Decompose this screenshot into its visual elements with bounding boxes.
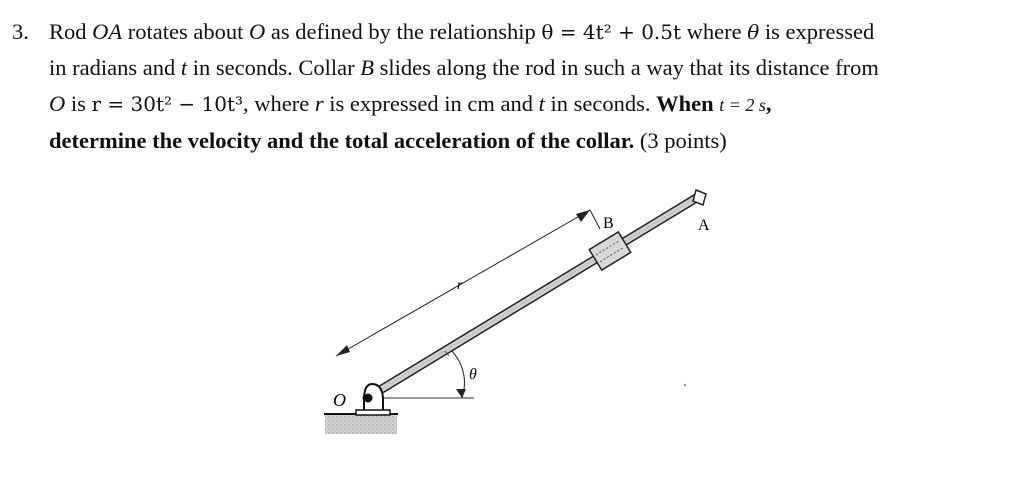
var-o: O [49, 91, 66, 116]
points-note: (3 points) [634, 128, 727, 153]
var-t: t [538, 91, 545, 116]
ground-hatch [325, 414, 397, 434]
label-b: B [603, 215, 614, 232]
text-segment: is expressed in cm and [323, 91, 539, 116]
rod-oa [367, 197, 698, 398]
theta-equation: θ = 4t² + 0.5t [541, 20, 682, 44]
label-a: A [698, 217, 710, 234]
label-r: r [457, 278, 463, 293]
var-b: B [360, 55, 374, 80]
var-r: r [314, 91, 324, 116]
label-o: O [333, 390, 346, 410]
when-label: When [656, 91, 714, 116]
problem-number: 3. [12, 19, 29, 44]
text-segment: Rod [49, 19, 93, 44]
theta-arrow-head [456, 389, 466, 398]
text-segment: where [681, 19, 748, 44]
var-theta: θ [747, 20, 760, 44]
text-segment: in seconds. Collar [187, 55, 361, 80]
text-segment: , where [243, 91, 315, 116]
time-value: t = 2 s [719, 95, 766, 115]
text-segment: as defined by the relationship [265, 19, 542, 44]
task-statement: determine the velocity and the total acceleration of the collar. [49, 128, 635, 153]
stray-mark [684, 384, 686, 386]
var-oa: OA [92, 19, 123, 44]
text-segment: rotates about [122, 19, 249, 44]
text-segment: in seconds. [544, 91, 657, 116]
r-equation: r = 30t² − 10t³ [91, 92, 244, 116]
r-arrow-head [576, 210, 590, 222]
r-arrow-tail [336, 345, 350, 356]
text-segment: slides along the rod in such a way that its distance from [373, 55, 879, 80]
r-extension-line [590, 210, 600, 229]
var-t: t [180, 55, 188, 80]
text-segment: is [65, 91, 92, 116]
text-segment: in radians and [49, 55, 181, 80]
comma: , [765, 91, 772, 116]
text-segment: is expressed [759, 19, 875, 44]
label-theta: θ [469, 366, 477, 383]
var-o: O [248, 19, 266, 44]
